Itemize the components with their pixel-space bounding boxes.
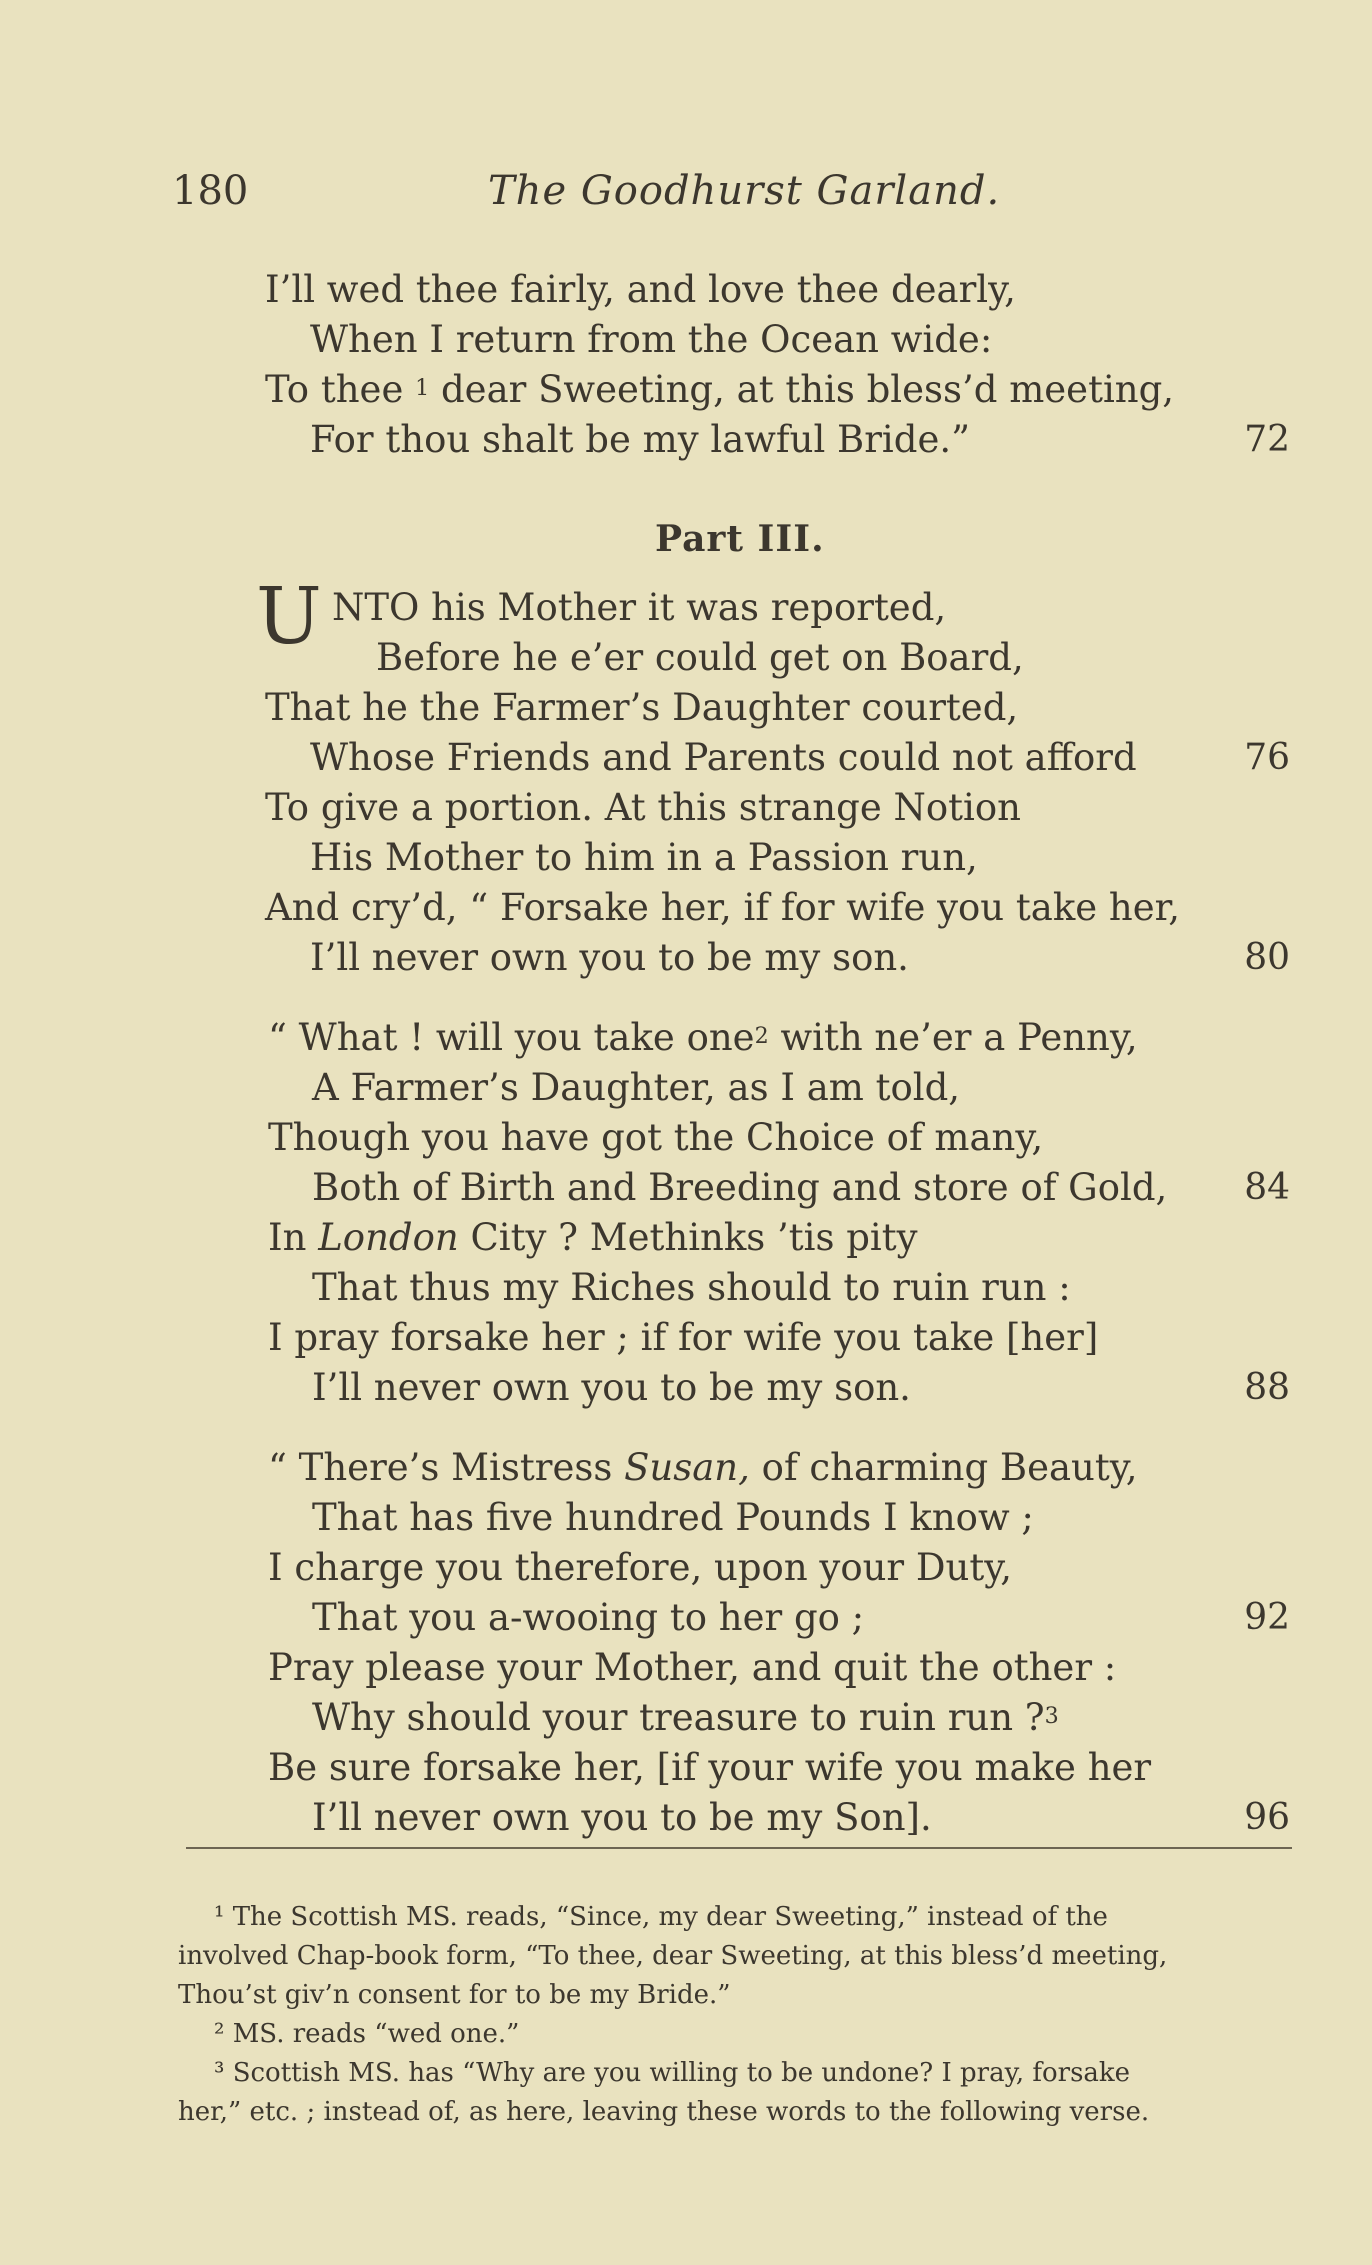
verse-text: A Farmer’s Daughter, as I am told, — [312, 1066, 961, 1109]
footnote-3-line-2: her,” etc. ; instead of, as here, leaving these words to the following verse. — [178, 2097, 1150, 2127]
page-header — [0, 168, 1372, 228]
verse-text: And cry’d, “ Forsake her, if for wife you take her, — [265, 886, 1181, 929]
verse-text: That you a-wooing to her go ; — [312, 1596, 865, 1639]
footnote-marker: 3 — [1044, 1703, 1059, 1729]
verse-line — [0, 1543, 1372, 1593]
verse-text: Before he e’er could get on Board, — [376, 636, 1024, 679]
verse-text: “ What ! will you take one$^2$ with ne’er a Penny, — [268, 1016, 1138, 1059]
verse-line — [0, 1743, 1372, 1793]
verse-text: I’ll never own you to be my son. — [310, 936, 909, 979]
stanza-3 — [0, 1013, 1372, 1413]
stanza-1 — [0, 265, 1372, 465]
stanza-4 — [0, 1443, 1372, 1843]
verse-line — [0, 1363, 1372, 1413]
part-heading: Part III. — [655, 518, 825, 560]
verse-line — [0, 365, 1372, 415]
running-title: The Goodhurst Garland. — [488, 168, 1001, 214]
line-number: 72 — [1244, 419, 1290, 460]
stanza-2 — [0, 583, 1372, 983]
verse-text: Why should your treasure to ruin run ?$^3$ — [312, 1696, 1059, 1739]
verse-line — [0, 1263, 1372, 1313]
footnote-1-line-1: ¹ The Scottish MS. reads, “Since, my dear Sweeting,” instead of the — [214, 1902, 1108, 1932]
verse-line — [0, 933, 1372, 983]
footnote-1-line-2: involved Chap-book form, “To thee, dear Sweeting, at this bless’d meeting, — [178, 1941, 1168, 1971]
footnote-divider — [186, 1847, 1292, 1849]
verse-text: That he the Farmer’s Daughter courted, — [265, 686, 1019, 729]
verse-text: I charge you therefore, upon your Duty, — [268, 1546, 1012, 1589]
verse-line — [0, 733, 1372, 783]
line-number: 96 — [1244, 1797, 1290, 1838]
verse-text: In London City ? Methinks ’tis pity — [268, 1216, 918, 1259]
verse-line — [0, 1493, 1372, 1543]
verse-line — [0, 1593, 1372, 1643]
footnote-2: ² MS. reads “wed one.” — [214, 2019, 520, 2049]
verse-text: NTO his Mother it was reported, — [332, 586, 947, 629]
verse-line — [0, 1313, 1372, 1363]
verse-text: I’ll never own you to be my son. — [312, 1366, 911, 1409]
verse-text: When I return from the Ocean wide: — [310, 318, 993, 361]
footnote-3-line-1: ³ Scottish MS. has “Why are you willing to be undone? I pray, forsake — [214, 2058, 1131, 2088]
verse-text: Be sure forsake her, [if your wife you make her — [268, 1746, 1152, 1789]
verse-text: That thus my Riches should to ruin run : — [312, 1266, 1071, 1309]
verse-text: That has five hundred Pounds I know ; — [312, 1496, 1034, 1539]
line-number: 80 — [1244, 937, 1290, 978]
verse-line — [0, 683, 1372, 733]
verse-text: Though you have got the Choice of many, — [268, 1116, 1044, 1159]
verse-line — [0, 883, 1372, 933]
line-number: 88 — [1244, 1367, 1290, 1408]
verse-line — [0, 1213, 1372, 1263]
verse-line — [0, 315, 1372, 365]
verse-line — [0, 1443, 1372, 1493]
verse-text: To thee $^1$ dear Sweeting, at this bless’d meeting, — [265, 368, 1175, 411]
verse-text: “ There’s Mistress Susan, of charming Beauty, — [268, 1446, 1138, 1489]
verse-line — [0, 783, 1372, 833]
verse-line — [0, 1163, 1372, 1213]
footnote-1-line-3: Thou’st giv’n consent for to be my Bride.” — [178, 1980, 731, 2010]
verse-text: I’ll wed thee fairly, and love thee dearly, — [265, 268, 1016, 311]
page-number: 180 — [172, 168, 249, 214]
verse-line — [0, 1643, 1372, 1693]
verse-line — [0, 833, 1372, 883]
line-number: 84 — [1244, 1167, 1290, 1208]
verse-text: Both of Birth and Breeding and store of Gold, — [312, 1166, 1168, 1209]
verse-line — [0, 415, 1372, 465]
footnote-marker: 1 — [415, 375, 430, 401]
verse-line — [0, 265, 1372, 315]
verse-text: For thou shalt be my lawful Bride.” — [310, 418, 971, 461]
verse-text: Whose Friends and Parents could not afford — [310, 736, 1137, 779]
line-number: 76 — [1244, 737, 1290, 778]
verse-line — [0, 1113, 1372, 1163]
verse-text: I pray forsake her ; if for wife you take [her] — [268, 1316, 1099, 1359]
line-number: 92 — [1244, 1597, 1290, 1638]
verse-line — [0, 1693, 1372, 1743]
verse-text: Pray please your Mother, and quit the other : — [268, 1646, 1117, 1689]
verse-text: To give a portion. At this strange Notion — [265, 786, 1021, 829]
verse-line — [0, 633, 1372, 683]
drop-cap: U — [256, 572, 322, 662]
verse-text: I’ll never own you to be my Son]. — [312, 1796, 932, 1839]
verse-text: His Mother to him in a Passion run, — [310, 836, 978, 879]
verse-line — [0, 583, 1372, 633]
verse-line — [0, 1793, 1372, 1843]
footnote-marker: 2 — [754, 1023, 769, 1049]
verse-line — [0, 1013, 1372, 1063]
verse-line — [0, 1063, 1372, 1113]
